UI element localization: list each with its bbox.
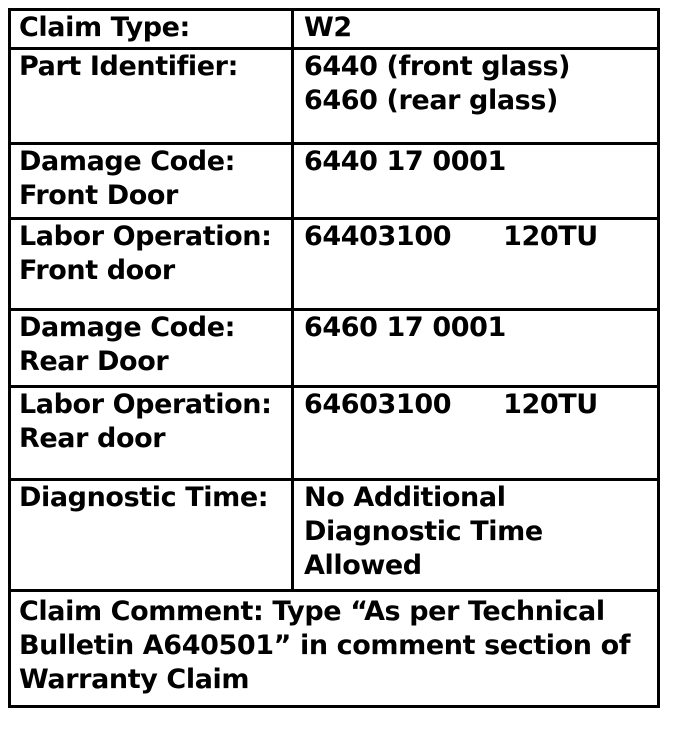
damage-code-front-label: Damage Code: Front Door (10, 144, 293, 219)
labor-operation-rear-label: Labor Operation: Rear door (10, 387, 293, 480)
table-row-claim-type (10, 10, 659, 49)
table-row-labor-operation-rear (10, 387, 659, 480)
diagnostic-time-label: Diagnostic Time: (10, 480, 293, 591)
table-row-damage-code-front (10, 144, 659, 219)
part-identifier-label: Part Identifier: (10, 49, 293, 144)
labor-operation-front-value (293, 219, 659, 310)
damage-code-front-value: 6440 17 0001 (293, 144, 659, 219)
warranty-claim-table (8, 8, 660, 708)
table-row-claim-comment (10, 591, 659, 707)
claim-comment-cell: Claim Comment: Type “As per Technical Bulletin A640501” in comment section of Warranty Claim (10, 591, 659, 707)
diagnostic-time-value: No Additional Diagnostic Time Allowed (293, 480, 659, 591)
damage-code-rear-value: 6460 17 0001 (293, 310, 659, 387)
claim-type-value: W2 (293, 10, 659, 49)
table-row-labor-operation-front (10, 219, 659, 310)
table-row-diagnostic-time (10, 480, 659, 591)
part-identifier-front: 6440 (front glass) (304, 51, 571, 82)
table-row-damage-code-rear (10, 310, 659, 387)
table-row-part-identifier (10, 49, 659, 144)
damage-code-rear-label: Damage Code: Rear Door (10, 310, 293, 387)
labor-operation-rear-time: 120TU (503, 389, 598, 420)
labor-operation-front-time: 120TU (503, 221, 598, 252)
labor-operation-rear-value (293, 387, 659, 480)
labor-operation-rear-code: 64603100 (304, 389, 452, 420)
claim-type-label: Claim Type: (10, 10, 293, 49)
labor-operation-front-code: 64403100 (304, 221, 452, 252)
part-identifier-rear: 6460 (rear glass) (304, 85, 558, 116)
labor-operation-front-label: Labor Operation: Front door (10, 219, 293, 310)
part-identifier-value (293, 49, 659, 144)
